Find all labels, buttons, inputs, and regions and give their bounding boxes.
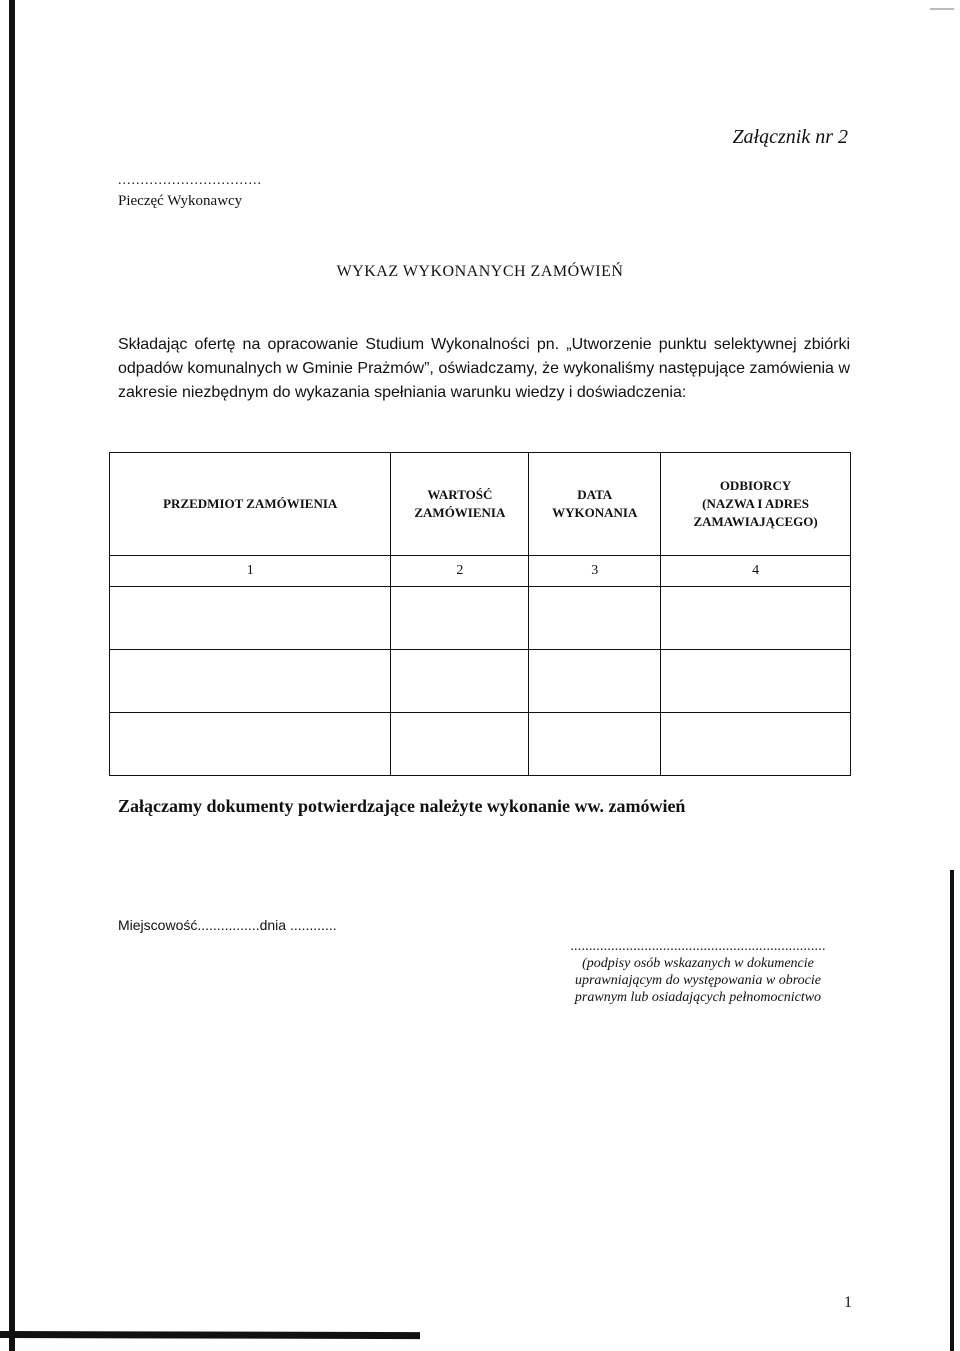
stamp-dotted-line: ................................: [118, 173, 262, 188]
column-number: 1: [110, 556, 391, 587]
table-cell[interactable]: [391, 713, 529, 776]
column-number: 4: [661, 556, 851, 587]
attachment-label: Załącznik nr 2: [732, 126, 848, 148]
attachments-note: Załączamy dokumenty potwierdzające należyte wykonanie ww. zamówień: [118, 796, 686, 816]
table-cell[interactable]: [391, 650, 529, 713]
table-cell[interactable]: [110, 650, 391, 713]
scan-edge-left: [9, 0, 15, 1351]
table-row: [110, 587, 851, 650]
table-row: [110, 713, 851, 776]
orders-table: [109, 452, 851, 776]
scan-edge-bottom: [0, 1331, 420, 1339]
table-cell[interactable]: [110, 587, 391, 650]
header-date: DATA WYKONANIA: [529, 453, 661, 556]
header-subject: PRZEDMIOT ZAMÓWIENIA: [110, 453, 391, 556]
signature-dotted-line: .....................................................................: [570, 939, 826, 954]
table-cell[interactable]: [529, 587, 661, 650]
table-cell[interactable]: [661, 650, 851, 713]
table-cell[interactable]: [661, 587, 851, 650]
signature-caption-line: prawnym lub osiadających pełnomocnictwo: [574, 990, 822, 1005]
table-cell[interactable]: [529, 713, 661, 776]
column-number-row: [110, 556, 851, 587]
intro-paragraph: Składając ofertę na opracowanie Studium Wykonalności pn. „Utworzenie punktu selektywnej zbiórki odpadów komunalnych w Gminie Prażmów”, oświadczamy, że wykonaliśmy następujące zamówienia w zakresie niezbędnym do wykazania spełniania warunku wiedzy i doświadczenia:: [118, 336, 850, 401]
scan-edge-right: [950, 870, 954, 1351]
table-header-row: [110, 453, 851, 556]
signature-caption-line: (podpisy osób wskazanych w dokumencie: [582, 956, 814, 971]
column-number: 2: [391, 556, 529, 587]
stamp-label: Pieczęć Wykonawcy: [118, 193, 243, 209]
table-cell[interactable]: [110, 713, 391, 776]
table-cell[interactable]: [391, 587, 529, 650]
table-row: [110, 650, 851, 713]
header-recipients: ODBIORCY (NAZWA I ADRES ZAMAWIAJĄCEGO): [661, 453, 851, 556]
column-number: 3: [529, 556, 661, 587]
scan-mark-corner: [930, 8, 954, 10]
contractor-stamp: [118, 173, 262, 210]
signature-caption-line: uprawniającym do występowania w obrocie: [574, 973, 822, 988]
document-title: WYKAZ WYKONANYCH ZAMÓWIEŃ: [336, 263, 624, 280]
table-cell[interactable]: [661, 713, 851, 776]
header-value: WARTOŚĆ ZAMÓWIENIA: [391, 453, 529, 556]
page-number: 1: [844, 1294, 852, 1311]
place-date-line: Miejscowość................dnia ............: [118, 917, 337, 933]
table-cell[interactable]: [529, 650, 661, 713]
signature-block: [552, 938, 844, 1006]
